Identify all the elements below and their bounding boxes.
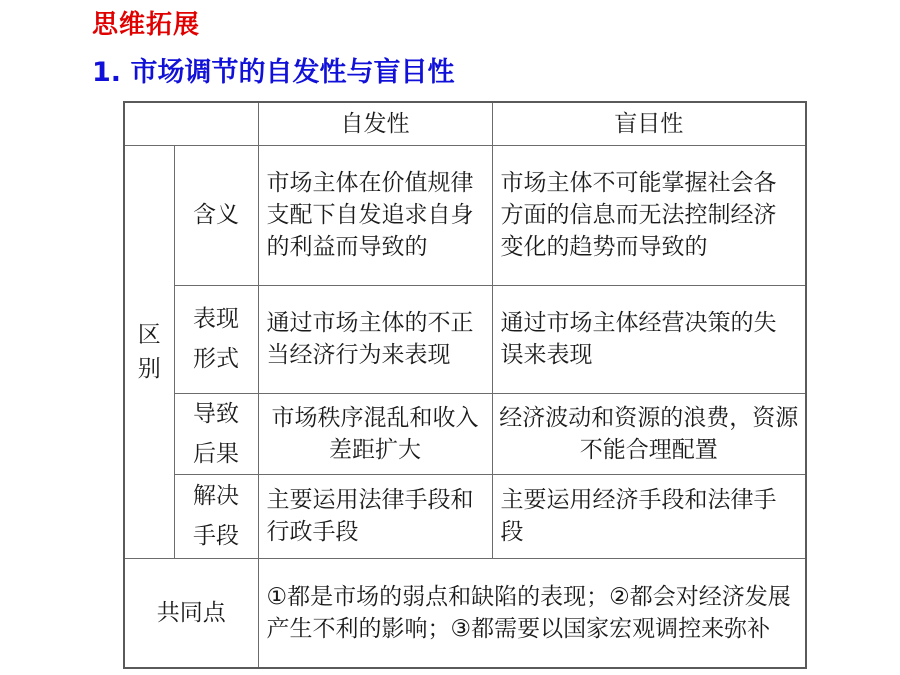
row-label-consequence — [174, 393, 258, 474]
cell-consequence-blindness: 经济波动和资源的浪费，资源不能合理配置 — [492, 393, 806, 474]
column-header-spontaneity: 自发性 — [258, 102, 492, 145]
column-header-blindness: 盲目性 — [492, 102, 806, 145]
comparison-table — [123, 101, 807, 669]
table-row — [124, 393, 806, 474]
row-label-consequence-text: 导致后果 — [193, 400, 239, 467]
cell-manifestation-blindness: 通过市场主体经营决策的失误来表现 — [492, 285, 806, 393]
table-row — [124, 145, 806, 285]
cell-manifestation-spontaneity: 通过市场主体的不正当经济行为来表现 — [258, 285, 492, 393]
table-row — [124, 474, 806, 558]
cell-common-points: ①都是市场的弱点和缺陷的表现；②都会对经济发展产生不利的影响；③都需要以国家宏观调控来弥补 — [258, 558, 806, 668]
row-label-manifestation — [174, 285, 258, 393]
cell-meaning-blindness: 市场主体不可能掌握社会各方面的信息而无法控制经济变化的趋势而导致的 — [492, 145, 806, 285]
topic-title: 1. 市场调节的自发性与盲目性 — [92, 57, 455, 88]
row-label-manifestation-text: 表现形式 — [193, 306, 239, 372]
row-label-common: 共同点 — [124, 558, 258, 668]
group-label-difference — [124, 145, 174, 558]
cell-solution-blindness: 主要运用经济手段和法律手段 — [492, 474, 806, 558]
cell-meaning-spontaneity: 市场主体在价值规律支配下自发追求自身的利益而导致的 — [258, 145, 492, 285]
table-header-row — [124, 102, 806, 145]
row-label-solution-text: 解决手段 — [193, 483, 239, 549]
section-heading: 思维拓展 — [92, 10, 201, 40]
row-label-meaning: 含义 — [174, 145, 258, 285]
table-row-common — [124, 558, 806, 668]
table-row — [124, 285, 806, 393]
cell-solution-spontaneity: 主要运用法律手段和行政手段 — [258, 474, 492, 558]
row-label-solution — [174, 474, 258, 558]
group-label-text: 区别 — [137, 321, 161, 382]
header-corner-cell — [124, 102, 258, 145]
cell-consequence-spontaneity: 市场秩序混乱和收入差距扩大 — [258, 393, 492, 474]
